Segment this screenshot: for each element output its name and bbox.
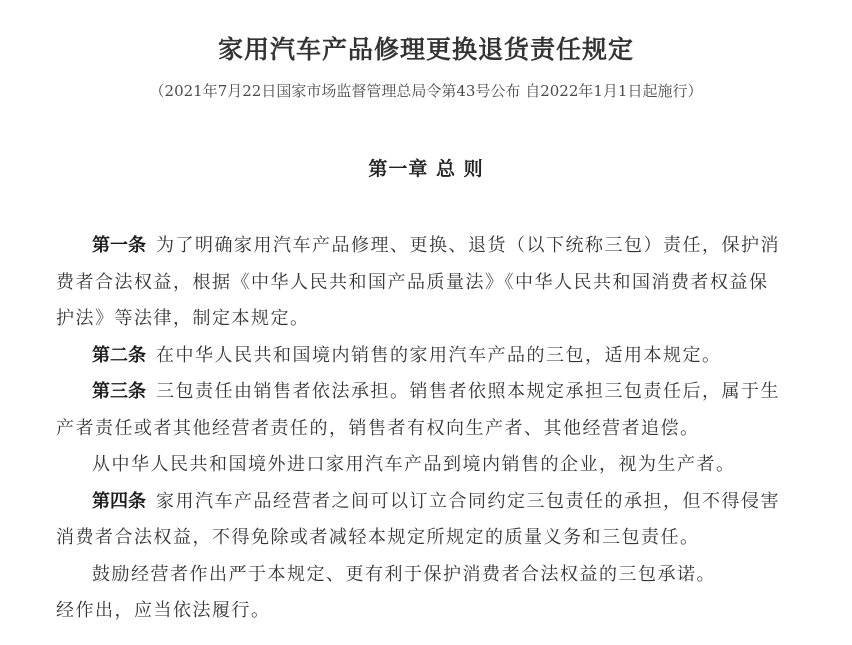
article-2 [56,338,786,375]
document-subtitle: （2021年7月22日国家市场监督管理总局令第43号公布 自2022年1月1日起施行） [149,82,703,100]
article-1 [56,228,786,338]
article-text: 三包责任由销售者依法承担。销售者依照本规定承担三包责任后，属于生产者责任或者其他经营者责任的，销售者有权向生产者、其他经营者追偿。 [56,381,780,439]
document-title: 家用汽车产品修理更换退货责任规定 [217,35,634,64]
article-4 [56,484,786,557]
chapter-title: 第一章 总 则 [368,158,484,180]
article-text: 家用汽车产品经营者之间可以订立合同约定三包责任的承担，但不得侵害消费者合法权益，不得免除或者减轻本规定所规定的质量义务和三包责任。 [56,490,780,548]
article-3 [56,374,786,447]
article-number: 第二条 [92,344,146,366]
article-4-paragraph-3: 经作出，应当依法履行。 [56,600,271,621]
article-3-paragraph-2: 从中华人民共和国境外进口家用汽车产品到境内销售的企业，视为生产者。 [92,454,736,475]
article-4-paragraph-2: 鼓励经营者作出严于本规定、更有利于保护消费者合法权益的三包承诺。 [92,563,716,585]
document-body [56,228,786,630]
article-number: 第三条 [92,381,146,402]
article-number: 第一条 [92,235,146,256]
article-number: 第四条 [92,490,146,512]
article-text: 为了明确家用汽车产品修理、更换、退货（以下统称三包）责任，保护消费者合法权益，根据《中华人民共和国产品质量法》《中华人民共和国消费者权益保护法》等法律，制定本规定。 [56,235,780,329]
article-text: 在中华人民共和国境内销售的家用汽车产品的三包，适用本规定。 [156,344,722,366]
